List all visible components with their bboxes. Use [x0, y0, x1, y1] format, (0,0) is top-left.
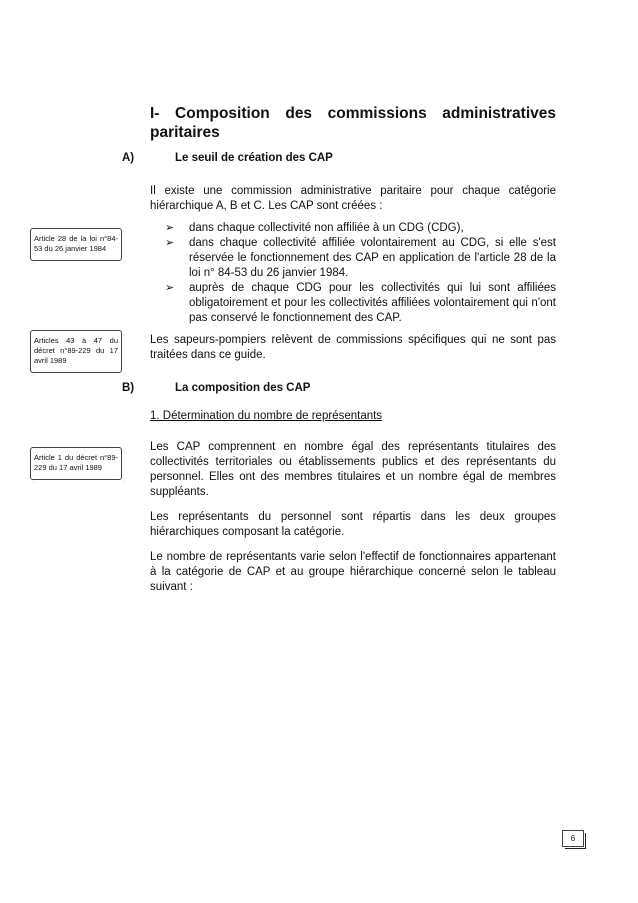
pompiers-paragraph: Les sapeurs-pompiers relèvent de commissions spécifiques qui ne sont pas traitées dans ce guide. [150, 334, 556, 361]
section-b-heading: La composition des CAP [175, 382, 311, 394]
list-item: ➢ dans chaque collectivité non affiliée à un CDG (CDG), [165, 222, 464, 234]
arrow-bullet-icon: ➢ [165, 282, 175, 294]
subheading: 1. Détermination du nombre de représentants [150, 410, 383, 422]
paragraph-2: Les représentants du personnel sont répartis dans les deux groupes hiérarchiques composant la catégorie. [150, 511, 556, 538]
arrow-bullet-icon: ➢ [165, 237, 175, 249]
margin-note-3: Article 1 du décret n°89-229 du 17 avril 1989 [30, 447, 122, 480]
page-number: 6 [562, 830, 584, 847]
list-item: ➢ auprès de chaque CDG pour les collectivités qui lui sont affiliées obligatoirement et pour les collectivités affiliées volontairement qui n'ont pas conservé le fonctionnement des CAP. [165, 282, 556, 324]
arrow-bullet-icon: ➢ [165, 222, 175, 234]
section-a-letter: A) [122, 152, 135, 164]
margin-note-1: Article 28 de la loi n°84-53 du 26 janvier 1984 [30, 228, 122, 261]
paragraph-1: Les CAP comprennent en nombre égal des représentants titulaires des collectivités territoriales ou établissements publics et des représentants du personnel. Elles ont des membres titulaires et un nombre égal de membres suppléants. [150, 441, 556, 498]
margin-note-2: Articles 43 à 47 du décret n°89-229 du 17 avril 1989 [30, 330, 122, 373]
creation-list [165, 221, 556, 326]
paragraph-3: Le nombre de représentants varie selon l'effectif de fonctionnaires appartenant à la catégorie de CAP et au groupe hiérarchique concerné selon le tableau suivant : [150, 551, 556, 593]
intro-paragraph: Il existe une commission administrative paritaire pour chaque catégorie hiérarchique A, B et C. Les CAP sont créées : [150, 185, 556, 212]
page-title: I- Composition des commissions administratives paritaires [150, 105, 556, 141]
section-a-heading: Le seuil de création des CAP [175, 152, 333, 164]
list-item: ➢ dans chaque collectivité affiliée volontairement au CDG, si elle s'est réservée le fonctionnement des CAP en application de l'article 28 de la loi n° 84-53 du 26 janvier 1984. [165, 237, 556, 279]
section-b-letter: B) [122, 382, 135, 394]
